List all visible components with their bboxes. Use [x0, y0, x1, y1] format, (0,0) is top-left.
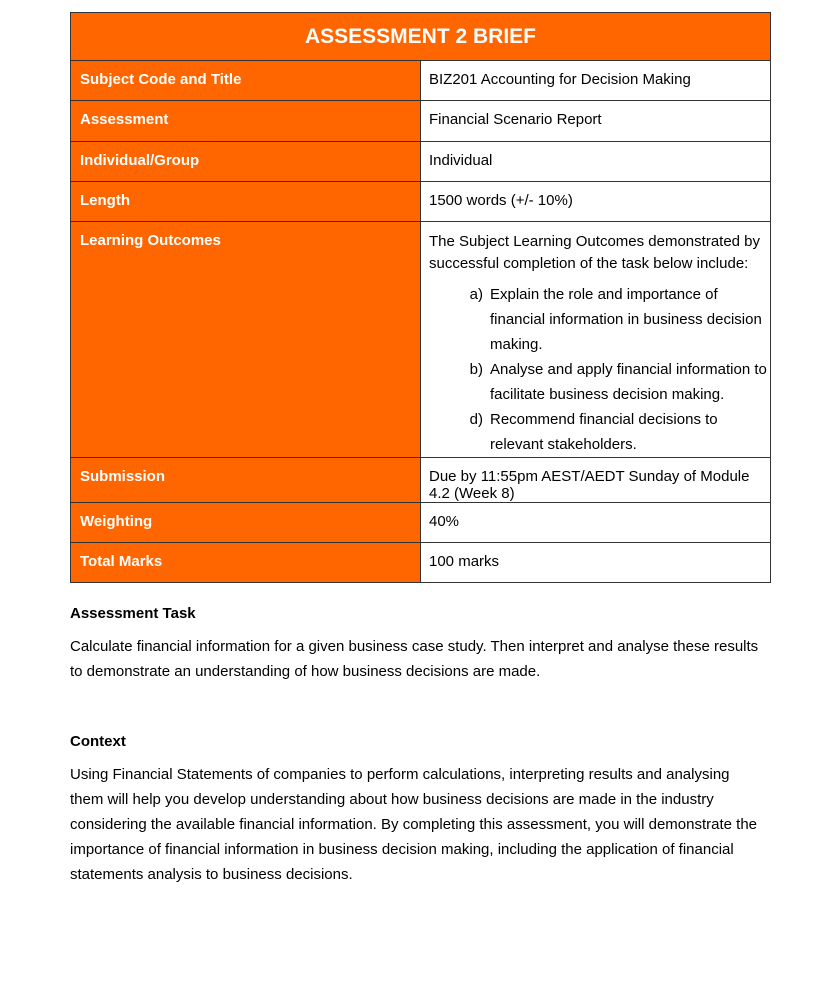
item-marker: b): [469, 361, 483, 378]
item-text: Explain the role and importance of financial information in business decision making.: [490, 286, 762, 353]
item-text: Recommend financial decisions to relevant stakeholders.: [490, 411, 718, 453]
item-text: Analyse and apply financial information to facilitate business decision making.: [490, 361, 767, 403]
item-marker: d): [469, 411, 483, 428]
group-value: Individual: [421, 142, 771, 182]
assessment-value: Financial Scenario Report: [421, 101, 771, 142]
outcomes-cell: [421, 222, 771, 458]
marks-value: 100 marks: [421, 543, 771, 583]
length-value: 1500 words (+/- 10%): [421, 182, 771, 222]
context-section: [70, 733, 760, 887]
assessment-task-body: Calculate financial information for a given business case study. Then interpret and analyse these results to demonstrate an understanding of how business decisions are made.: [70, 638, 759, 680]
list-item: [429, 282, 770, 357]
outcomes-list: [429, 282, 770, 457]
assessment-task-heading: Assessment Task: [70, 605, 196, 622]
context-heading: Context: [70, 733, 126, 750]
group-label: Individual/Group: [71, 142, 421, 182]
outcomes-label: Learning Outcomes: [71, 222, 421, 458]
assessment-task-section: [70, 605, 760, 684]
marks-label: Total Marks: [71, 543, 421, 583]
assessment-brief-table: [70, 12, 771, 583]
list-item: [429, 357, 770, 407]
brief-title: ASSESSMENT 2 BRIEF: [71, 13, 771, 61]
length-label: Length: [71, 182, 421, 222]
subject-label: Subject Code and Title: [71, 61, 421, 101]
submission-value: Due by 11:55pm AEST/AEDT Sunday of Module 4.2 (Week 8): [421, 458, 771, 503]
assessment-label: Assessment: [71, 101, 421, 142]
outcomes-intro: The Subject Learning Outcomes demonstrated by successful completion of the task below include:: [429, 233, 761, 272]
submission-label: Submission: [71, 458, 421, 503]
subject-value: BIZ201 Accounting for Decision Making: [421, 61, 771, 101]
weighting-label: Weighting: [71, 503, 421, 543]
list-item: [429, 407, 770, 457]
weighting-value: 40%: [421, 503, 771, 543]
item-marker: a): [469, 286, 483, 303]
context-body: Using Financial Statements of companies to perform calculations, interpreting results and analysing them will help you develop understanding about how business decisions are made in the industry considering the available financial information. By completing this assessment, you will demonstrate the importance of financial information in business decision making, including the application of financial statements analysis to business decisions.: [70, 766, 758, 883]
